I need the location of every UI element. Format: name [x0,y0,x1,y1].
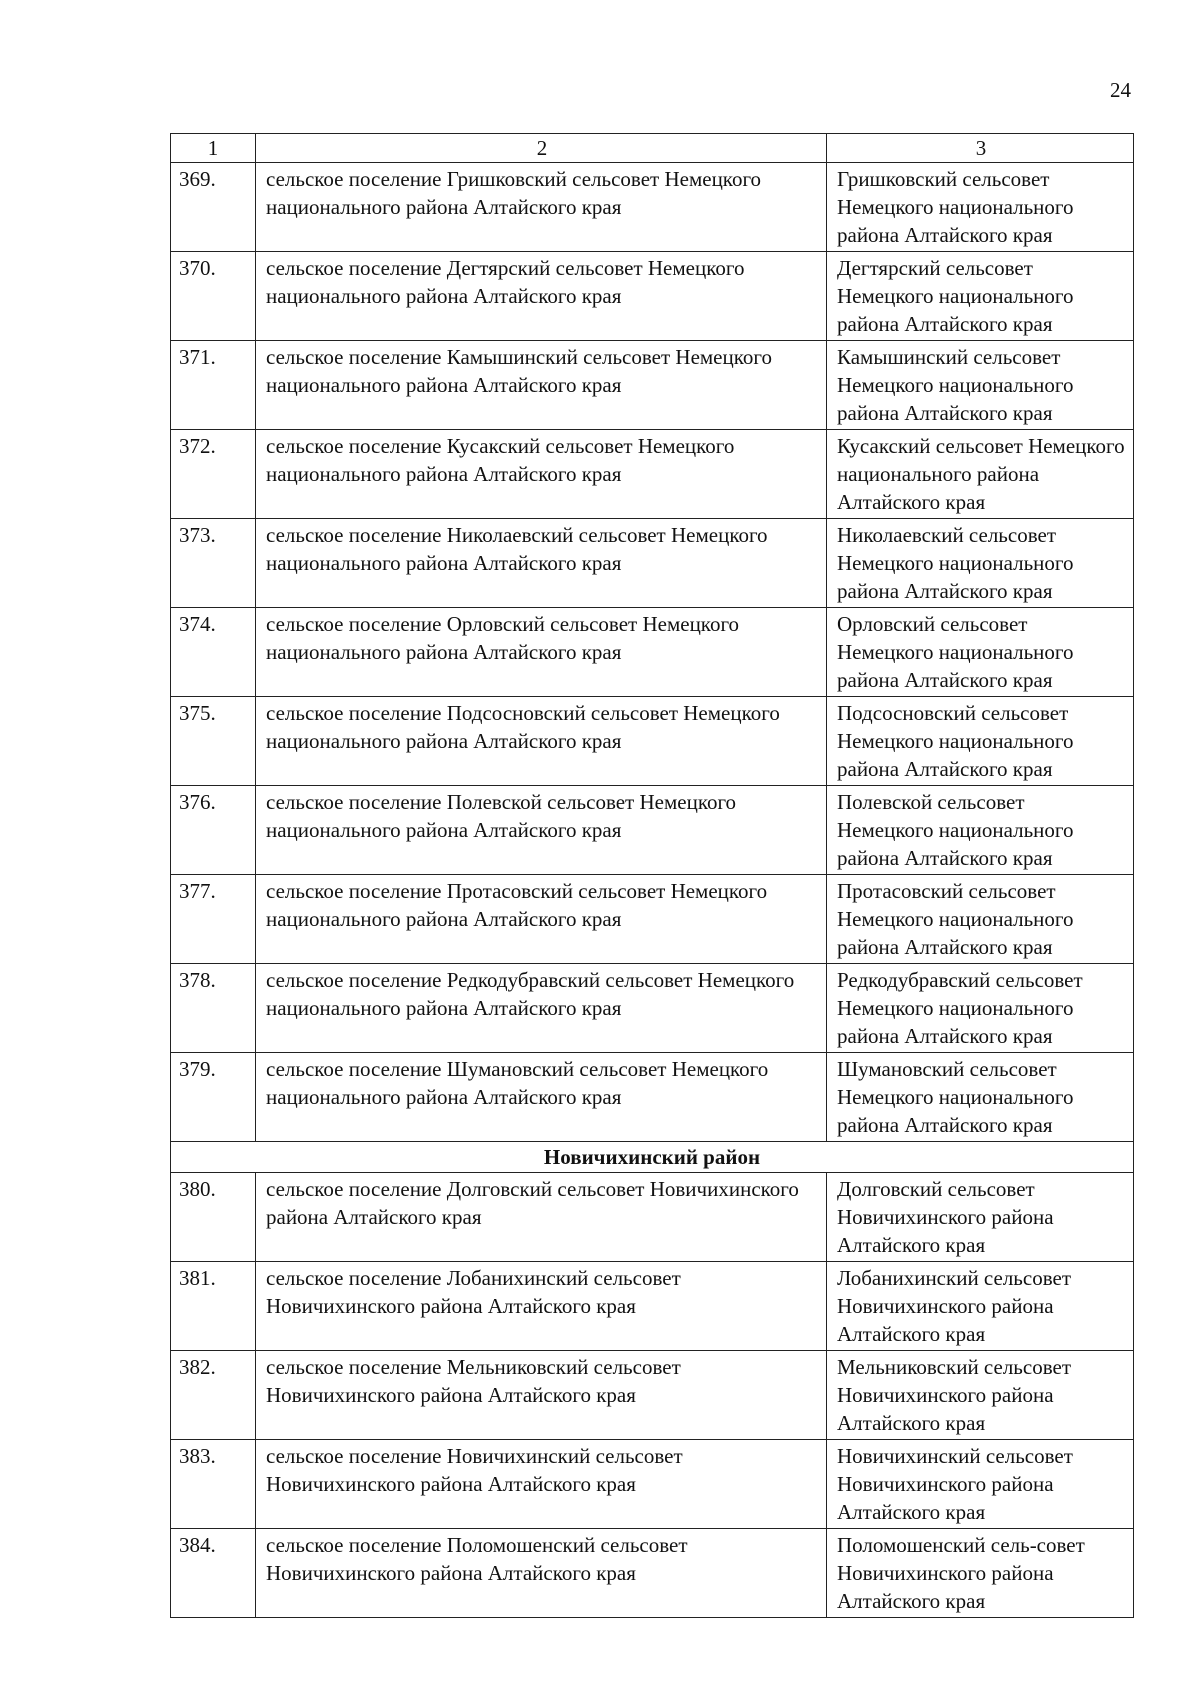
row-number: 373. [171,519,256,608]
table-row [171,1262,1134,1351]
table-row [171,1440,1134,1529]
short-name: Редкодубравский сельсовет Немецкого национального района Алтайского края [827,964,1134,1053]
row-number: 371. [171,341,256,430]
short-name: Полевской сельсовет Немецкого национального района Алтайского края [827,786,1134,875]
column-header-3: 3 [827,134,1134,163]
short-name: Орловский сельсовет Немецкого национального района Алтайского края [827,608,1134,697]
row-number: 381. [171,1262,256,1351]
short-name: Дегтярский сельсовет Немецкого национального района Алтайского края [827,252,1134,341]
column-header-1: 1 [171,134,256,163]
row-number: 369. [171,163,256,252]
short-name: Подсосновский сельсовет Немецкого национального района Алтайского края [827,697,1134,786]
table-row [171,786,1134,875]
row-number: 378. [171,964,256,1053]
short-name: Поломошенский сель-совет Новичихинского района Алтайского края [827,1529,1134,1618]
table-row [171,1053,1134,1142]
municipalities-table [170,133,1134,1618]
municipality-name: сельское поселение Протасовский сельсовет Немецкого национального района Алтайского края [256,875,827,964]
municipality-name: сельское поселение Долговский сельсовет Новичихинского района Алтайского края [256,1173,827,1262]
row-number: 370. [171,252,256,341]
municipality-name: сельское поселение Подсосновский сельсовет Немецкого национального района Алтайского края [256,697,827,786]
row-number: 383. [171,1440,256,1529]
table-row [171,341,1134,430]
row-number: 374. [171,608,256,697]
municipality-name: сельское поселение Шумановский сельсовет Немецкого национального района Алтайского края [256,1053,827,1142]
municipality-name: сельское поселение Кусакский сельсовет Немецкого национального района Алтайского края [256,430,827,519]
table-row [171,163,1134,252]
short-name: Камышинский сельсовет Немецкого национального района Алтайского края [827,341,1134,430]
table-row [171,697,1134,786]
row-number: 376. [171,786,256,875]
section-title: Новичихинский район [171,1142,1134,1173]
municipality-name: сельское поселение Дегтярский сельсовет Немецкого национального района Алтайского края [256,252,827,341]
municipality-name: сельское поселение Мельниковский сельсовет Новичихинского района Алтайского края [256,1351,827,1440]
municipality-name: сельское поселение Орловский сельсовет Немецкого национального района Алтайского края [256,608,827,697]
page-number: 24 [1110,78,1131,102]
table-row [171,252,1134,341]
municipality-name: сельское поселение Полевской сельсовет Немецкого национального района Алтайского края [256,786,827,875]
table-row [171,608,1134,697]
municipality-name: сельское поселение Новичихинский сельсовет Новичихинского района Алтайского края [256,1440,827,1529]
table-header-row [171,134,1134,163]
short-name: Новичихинский сельсовет Новичихинского района Алтайского края [827,1440,1134,1529]
municipality-name: сельское поселение Поломошенский сельсовет Новичихинского района Алтайского края [256,1529,827,1618]
column-header-2: 2 [256,134,827,163]
row-number: 380. [171,1173,256,1262]
municipality-name: сельское поселение Гришковский сельсовет Немецкого национального района Алтайского края [256,163,827,252]
short-name: Долговский сельсовет Новичихинского района Алтайского края [827,1173,1134,1262]
section-row [171,1142,1134,1173]
short-name: Лобанихинский сельсовет Новичихинского района Алтайского края [827,1262,1134,1351]
row-number: 375. [171,697,256,786]
municipality-name: сельское поселение Николаевский сельсовет Немецкого национального района Алтайского края [256,519,827,608]
table-row [171,1529,1134,1618]
row-number: 379. [171,1053,256,1142]
table-row [171,964,1134,1053]
short-name: Шумановский сельсовет Немецкого национального района Алтайского края [827,1053,1134,1142]
short-name: Гришковский сельсовет Немецкого национального района Алтайского края [827,163,1134,252]
table-row [171,875,1134,964]
row-number: 382. [171,1351,256,1440]
row-number: 372. [171,430,256,519]
short-name: Мельниковский сельсовет Новичихинского района Алтайского края [827,1351,1134,1440]
row-number: 384. [171,1529,256,1618]
short-name: Кусакский сельсовет Немецкого национального района Алтайского края [827,430,1134,519]
row-number: 377. [171,875,256,964]
municipality-name: сельское поселение Редкодубравский сельсовет Немецкого национального района Алтайского края [256,964,827,1053]
table-row [171,519,1134,608]
municipality-name: сельское поселение Камышинский сельсовет Немецкого национального района Алтайского края [256,341,827,430]
table-row [171,1351,1134,1440]
table-row [171,1173,1134,1262]
table-row [171,430,1134,519]
short-name: Протасовский сельсовет Немецкого национального района Алтайского края [827,875,1134,964]
municipality-name: сельское поселение Лобанихинский сельсовет Новичихинского района Алтайского края [256,1262,827,1351]
short-name: Николаевский сельсовет Немецкого национального района Алтайского края [827,519,1134,608]
